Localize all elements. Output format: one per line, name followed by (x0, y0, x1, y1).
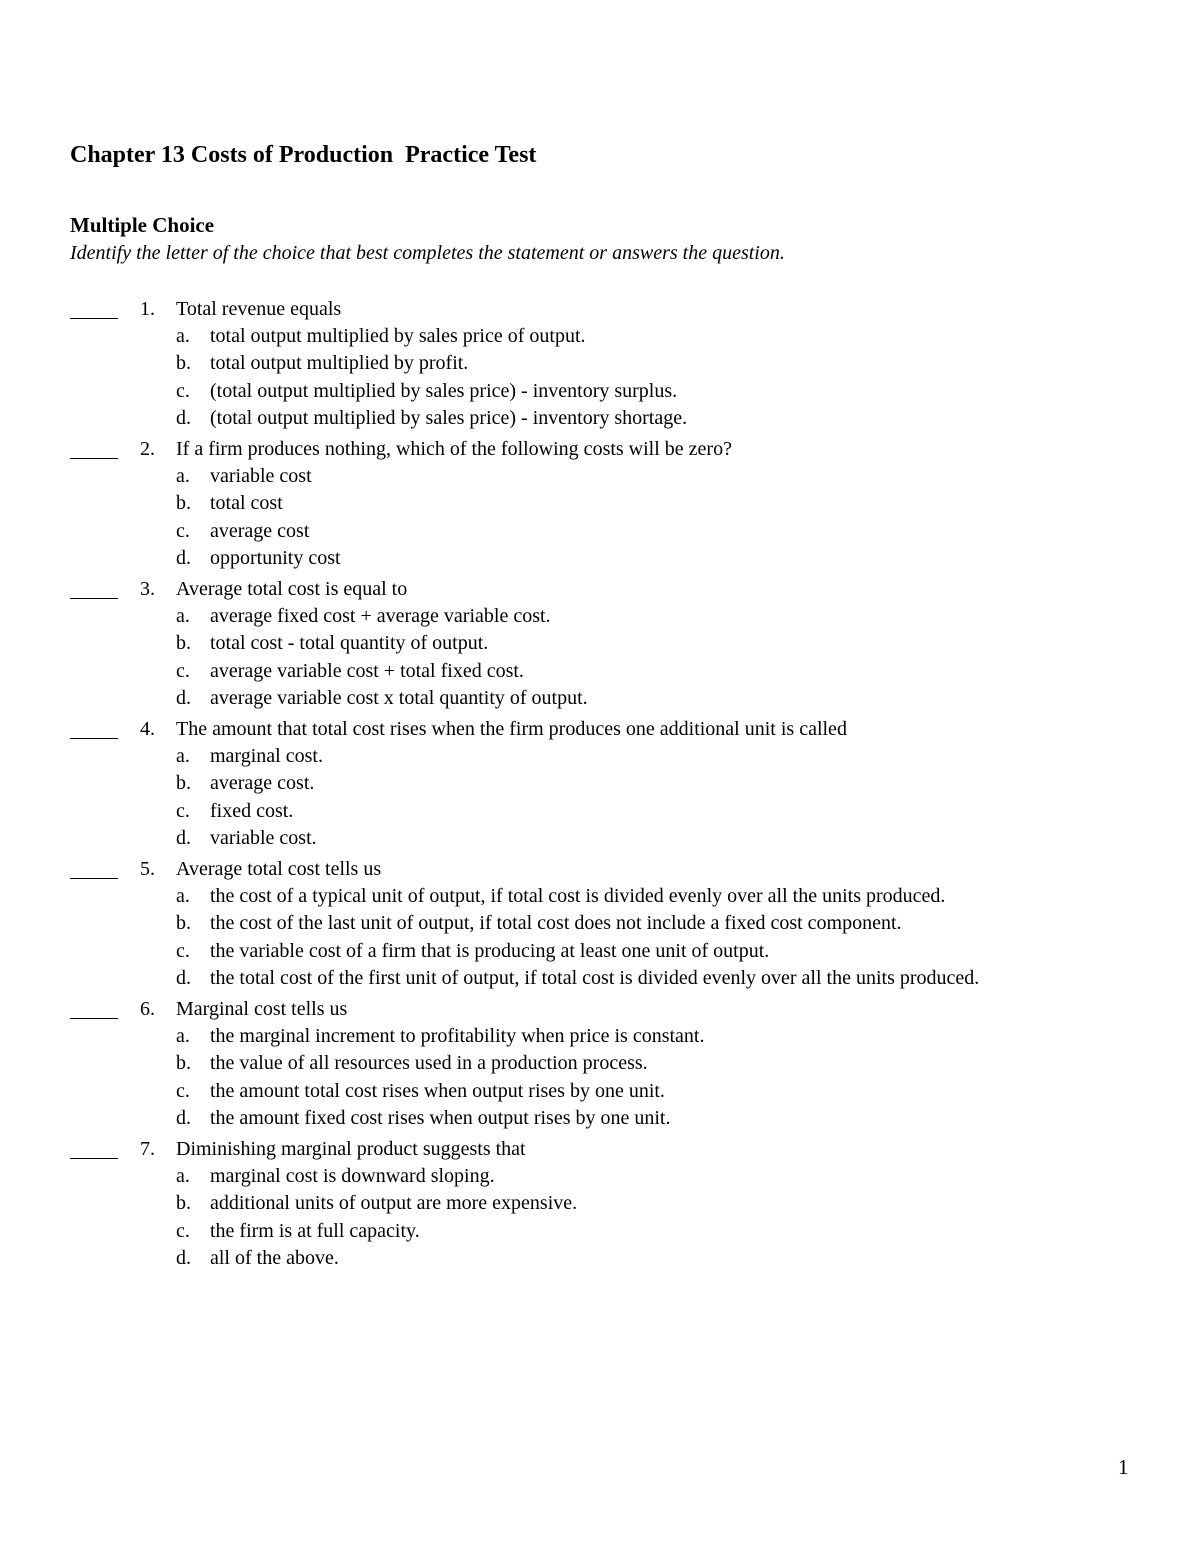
choice-text: the marginal increment to profitability when price is constant. (210, 1025, 705, 1048)
answer-choice (0, 743, 1200, 770)
question-item (0, 576, 1200, 716)
question-stem: The amount that total cost rises when the firm produces one additional unit is called (176, 718, 847, 740)
question-number: 2. (140, 438, 155, 460)
question-line (0, 436, 1200, 463)
question-number: 4. (140, 718, 155, 740)
answer-choice (0, 323, 1200, 350)
answer-choice (0, 630, 1200, 657)
answer-choice (0, 825, 1200, 852)
question-stem: Total revenue equals (176, 298, 342, 320)
answer-choice (0, 1050, 1200, 1077)
question-number: 5. (140, 858, 155, 880)
page-number: 1 (1118, 1455, 1129, 1479)
question-item (0, 436, 1200, 576)
answer-choice (0, 1218, 1200, 1245)
choice-text: total cost (210, 492, 283, 515)
choice-letter: b. (176, 632, 191, 655)
question-stem: If a firm produces nothing, which of the following costs will be zero? (176, 438, 732, 460)
answer-blank (70, 436, 118, 459)
question-line (0, 296, 1200, 323)
choice-text: average cost. (210, 772, 315, 795)
choice-text: the total cost of the first unit of output, if total cost is divided evenly over all the units produced. (210, 966, 980, 989)
answer-choice (0, 1078, 1200, 1105)
answer-choice (0, 770, 1200, 797)
choice-text: the cost of a typical unit of output, if total cost is divided evenly over all the units produced. (210, 885, 946, 908)
answer-choice (0, 938, 1200, 965)
choice-text: marginal cost. (210, 745, 323, 768)
question-line (0, 856, 1200, 883)
choice-text: (total output multiplied by sales price) - inventory surplus. (210, 379, 678, 402)
choice-text: fixed cost. (210, 799, 294, 822)
choice-letter: b. (176, 352, 191, 375)
choice-text: marginal cost is downward sloping. (210, 1165, 495, 1188)
choice-letter: d. (176, 826, 191, 849)
answer-blank (70, 1136, 118, 1159)
choice-text: opportunity cost (210, 546, 341, 569)
choice-text: average variable cost x total quantity of output. (210, 686, 588, 709)
answer-choice (0, 883, 1200, 910)
choice-letter: b. (176, 1192, 191, 1215)
choice-letter: c. (176, 1079, 190, 1102)
choice-letter: a. (176, 1025, 190, 1048)
answer-choice (0, 798, 1200, 825)
choice-letter: c. (176, 1219, 190, 1242)
choice-text: the amount fixed cost rises when output rises by one unit. (210, 1106, 671, 1129)
choice-text: total output multiplied by sales price of output. (210, 325, 586, 348)
choice-text: average variable cost + total fixed cost. (210, 659, 524, 682)
choice-text: average cost (210, 519, 310, 542)
choice-text: the value of all resources used in a production process. (210, 1052, 648, 1075)
answer-choice (0, 910, 1200, 937)
answer-blank (70, 716, 118, 739)
instructions: Identify the letter of the choice that best completes the statement or answers the question. (70, 242, 785, 264)
question-line (0, 1136, 1200, 1163)
choice-letter: c. (176, 939, 190, 962)
question-item (0, 996, 1200, 1136)
answer-blank (70, 996, 118, 1019)
choice-letter: a. (176, 325, 190, 348)
choice-letter: d. (176, 1246, 191, 1269)
question-stem: Marginal cost tells us (176, 998, 348, 1020)
choice-letter: c. (176, 799, 190, 822)
choice-letter: d. (176, 406, 191, 429)
answer-blank (70, 296, 118, 319)
choice-letter: d. (176, 966, 191, 989)
choice-letter: d. (176, 1106, 191, 1129)
question-number: 3. (140, 578, 155, 600)
answer-blank (70, 576, 118, 599)
choice-letter: a. (176, 745, 190, 768)
choice-letter: a. (176, 1165, 190, 1188)
answer-choice (0, 1105, 1200, 1132)
choice-text: all of the above. (210, 1246, 339, 1269)
choice-text: the amount total cost rises when output rises by one unit. (210, 1079, 665, 1102)
choice-letter: a. (176, 605, 190, 628)
choice-text: total output multiplied by profit. (210, 352, 469, 375)
choice-text: variable cost (210, 465, 312, 488)
answer-choice (0, 463, 1200, 490)
question-stem: Diminishing marginal product suggests that (176, 1138, 526, 1160)
question-item (0, 1136, 1200, 1276)
choice-letter: a. (176, 465, 190, 488)
choice-letter: d. (176, 686, 191, 709)
answer-choice (0, 965, 1200, 992)
choice-letter: c. (176, 519, 190, 542)
choice-text: average fixed cost + average variable cost. (210, 605, 551, 628)
page-title: Chapter 13 Costs of Production Practice Test (70, 142, 537, 168)
choice-letter: b. (176, 1052, 191, 1075)
choice-text: the cost of the last unit of output, if total cost does not include a fixed cost component. (210, 912, 902, 935)
answer-choice (0, 350, 1200, 377)
choice-letter: d. (176, 546, 191, 569)
question-item (0, 716, 1200, 856)
choice-text: (total output multiplied by sales price) - inventory shortage. (210, 406, 688, 429)
choice-text: the firm is at full capacity. (210, 1219, 420, 1242)
question-stem: Average total cost is equal to (176, 578, 408, 600)
answer-choice (0, 1163, 1200, 1190)
question-number: 6. (140, 998, 155, 1020)
question-number: 1. (140, 298, 155, 320)
answer-choice (0, 518, 1200, 545)
question-stem: Average total cost tells us (176, 858, 382, 880)
answer-choice (0, 1245, 1200, 1272)
choice-text: the variable cost of a firm that is producing at least one unit of output. (210, 939, 770, 962)
question-item (0, 856, 1200, 996)
choice-text: additional units of output are more expensive. (210, 1192, 578, 1215)
choice-letter: b. (176, 772, 191, 795)
answer-choice (0, 1190, 1200, 1217)
answer-choice (0, 603, 1200, 630)
answer-choice (0, 490, 1200, 517)
choice-letter: c. (176, 659, 190, 682)
choice-text: variable cost. (210, 826, 317, 849)
choice-letter: b. (176, 492, 191, 515)
answer-blank (70, 856, 118, 879)
choice-text: total cost - total quantity of output. (210, 632, 489, 655)
question-number: 7. (140, 1138, 155, 1160)
choice-letter: a. (176, 885, 190, 908)
answer-choice (0, 685, 1200, 712)
choice-letter: c. (176, 379, 190, 402)
question-list (0, 296, 1200, 1276)
answer-choice (0, 1023, 1200, 1050)
question-item (0, 296, 1200, 436)
question-line (0, 716, 1200, 743)
choice-letter: b. (176, 912, 191, 935)
section-heading: Multiple Choice (70, 213, 215, 237)
question-line (0, 576, 1200, 603)
answer-choice (0, 405, 1200, 432)
answer-choice (0, 378, 1200, 405)
question-line (0, 996, 1200, 1023)
answer-choice (0, 658, 1200, 685)
answer-choice (0, 545, 1200, 572)
